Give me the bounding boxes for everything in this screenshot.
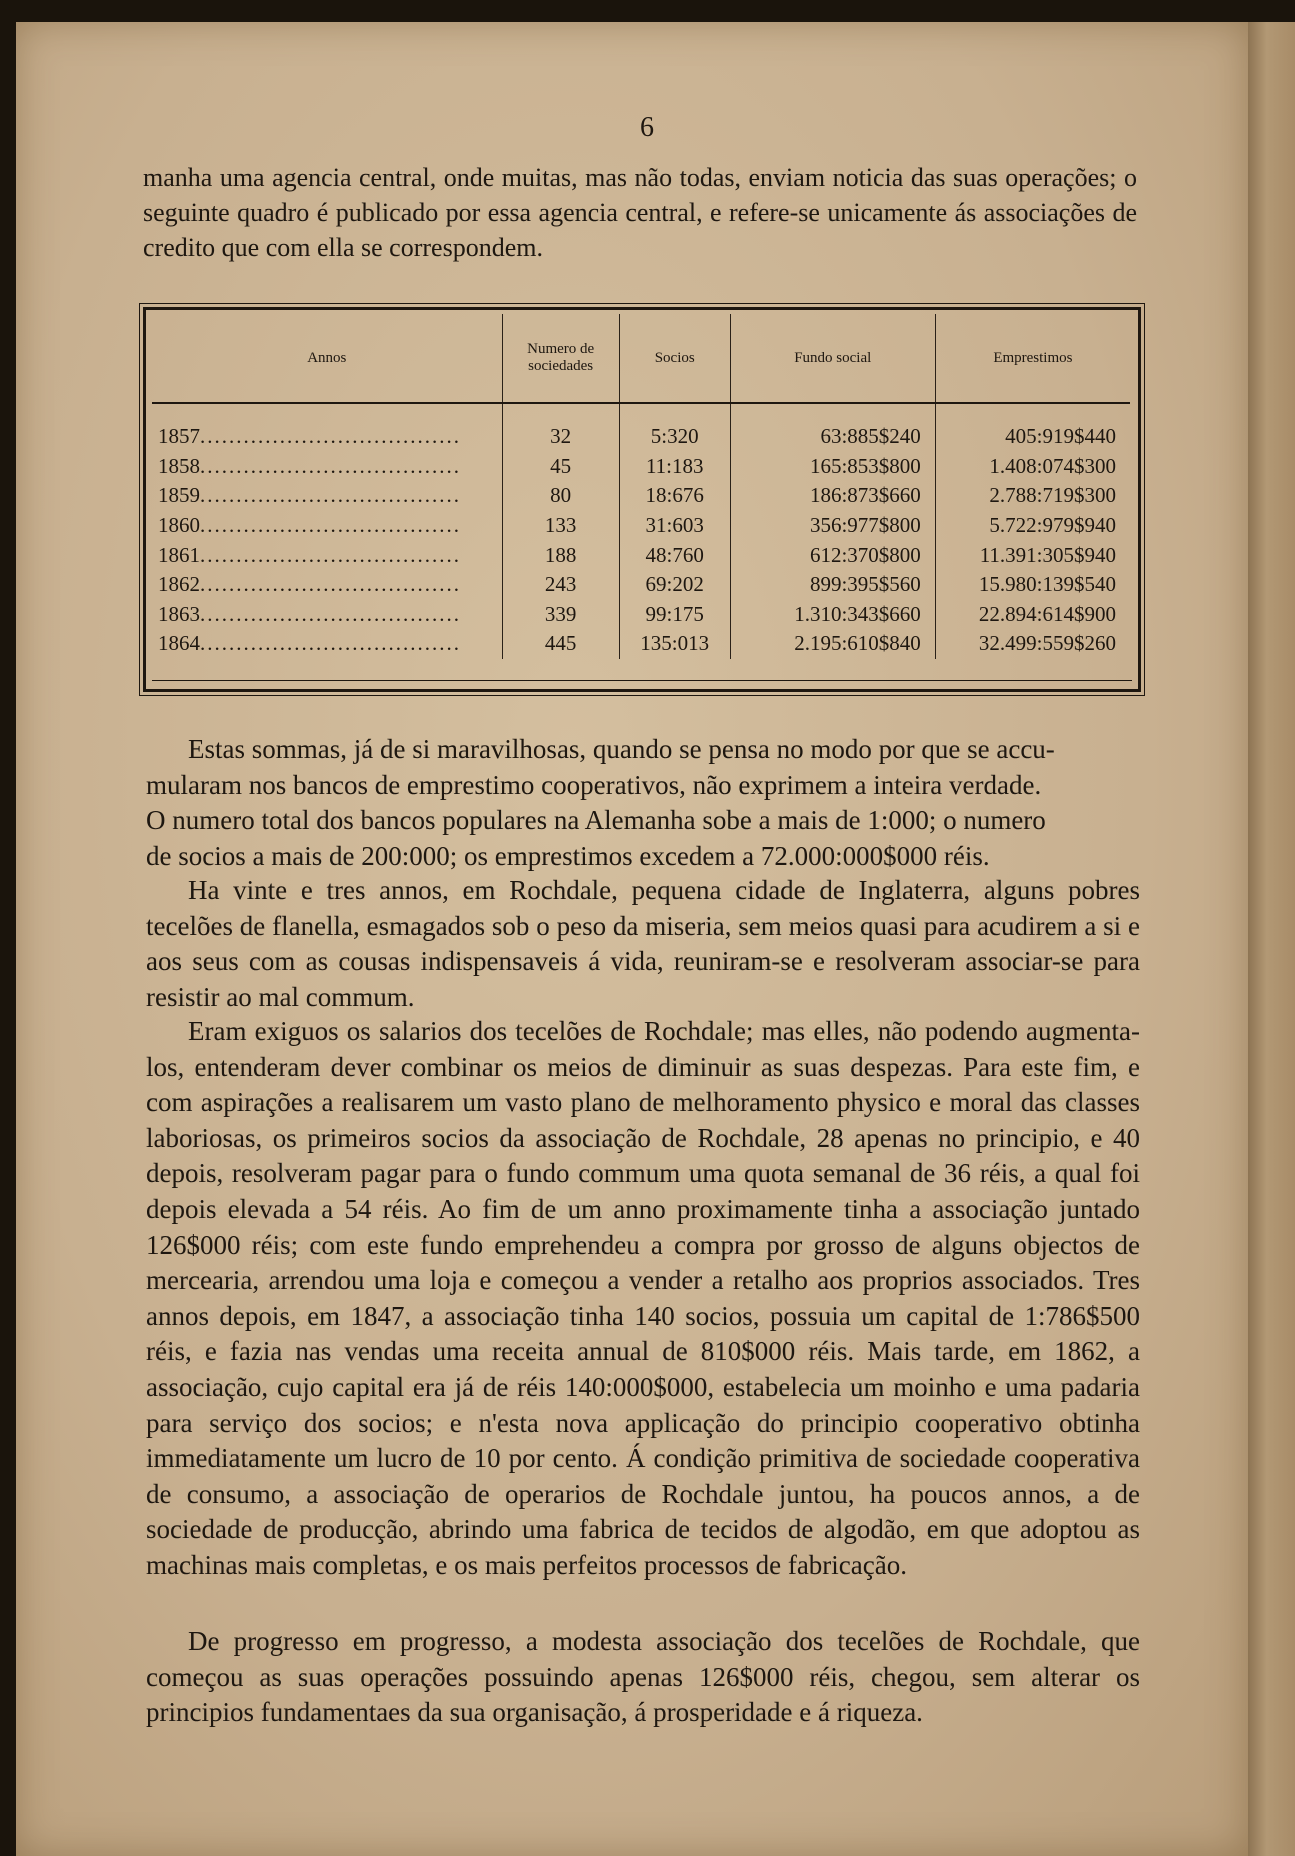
dot-leader [200,543,461,567]
fundo-cell: 186:873$660 [730,481,935,511]
table-row [152,570,1130,600]
numero-cell: 445 [502,629,619,659]
numero-cell: 32 [502,403,619,452]
year-label: 1859 [158,483,200,508]
statistics-table-frame [143,307,1141,692]
paragraph-progresso: De progresso em progresso, a modesta associação dos tecelões de Rochdale, que começou as suas operações possuindo apenas 126$000 réis, chegou, sem alterar os principios fundamentaes da sua organisação, á prosperidade e á riqueza. [146,1626,1140,1728]
emprestimos-cell: 15.980:139$540 [978,572,1116,597]
numero-cell: 45 [502,452,619,482]
socios-cell: 18:676 [619,481,730,511]
emprestimos-cell: 22.894:614$900 [978,601,1116,626]
year-label: 1861 [158,542,200,567]
header-annos: Annos [152,314,502,403]
fundo-cell: 612:370$800 [730,540,935,570]
year-cell [152,481,502,511]
emprestimos-cell: 11.391:305$940 [979,542,1116,567]
table-row [152,452,1130,482]
table-row [152,403,1130,452]
socios-cell: 31:603 [619,511,730,541]
fundo-cell: 356:977$800 [730,511,935,541]
emprestimos-cell: 405:919$440 [1005,424,1116,449]
fundo-cell: 2.195:610$840 [730,629,935,659]
dot-leader [200,631,461,655]
fundo-cell: 1.310:343$660 [730,600,935,630]
socios-cell: 135:013 [619,629,730,659]
numero-cell: 80 [502,481,619,511]
year-cell [152,452,502,482]
table-row [152,540,1130,570]
paragraph-line: de socios a mais de 200:000; os emprestimos excedem a 72.000:000$000 réis. [146,840,990,871]
table-bottom-rule [152,680,1132,681]
page-fold [1248,22,1295,1856]
year-label: 1863 [158,601,200,626]
statistics-table [152,314,1130,659]
year-label: 1857 [158,424,200,449]
paragraph-line: O numero total dos bancos populares na Alemanha sobe a mais de 1:000; o numero [146,805,1046,836]
year-cell [152,570,502,600]
dot-leader [200,602,461,626]
socios-cell: 48:760 [619,540,730,570]
fundo-cell: 165:853$800 [730,452,935,482]
dot-leader [200,483,461,507]
table-body [152,403,1130,659]
year-cell [152,511,502,541]
paragraph-line: Estas sommas, já de si maravilhosas, quando se pensa no modo por que se accu- [188,734,1055,764]
year-cell [152,629,502,659]
dot-leader [200,424,461,448]
paragraph-sommas [146,732,1140,874]
dot-leader [200,572,461,596]
header-fundo: Fundo social [730,314,935,403]
table-header-row [152,314,1130,403]
emprestimos-cell: 1.408:074$300 [989,453,1116,478]
socios-cell: 5:320 [619,403,730,452]
year-label: 1858 [158,453,200,478]
emprestimos-cell: 32.499:559$260 [978,631,1116,656]
table-row [152,481,1130,511]
year-cell [152,540,502,570]
table-row [152,600,1130,630]
emprestimos-cell: 2.788:719$300 [989,483,1116,508]
header-socios: Socios [619,314,730,403]
header-emprestimos: Emprestimos [993,349,1073,366]
dot-leader [200,513,461,537]
year-label: 1864 [158,631,200,656]
numero-cell: 133 [502,511,619,541]
fundo-cell: 63:885$240 [730,403,935,452]
dot-leader [200,454,461,478]
year-cell [152,403,502,452]
header-numero: Numero de sociedades [502,314,619,403]
socios-cell: 99:175 [619,600,730,630]
numero-cell: 339 [502,600,619,630]
paragraph-line: mularam nos bancos de emprestimo cooperativos, não exprimem a inteira verdade. [146,769,1042,800]
table-row [152,629,1130,659]
page-number: 6 [640,112,654,143]
table-row [152,511,1130,541]
socios-cell: 69:202 [619,570,730,600]
year-label: 1860 [158,513,200,538]
emprestimos-cell: 5.722:979$940 [989,513,1116,538]
socios-cell: 11:183 [619,452,730,482]
numero-cell: 243 [502,570,619,600]
year-cell [152,600,502,630]
paragraph-salarios: Eram exiguos os salarios dos tecelões de Rochdale; mas elles, não podendo augmenta-los, entenderam dever combinar os meios de diminuir as suas despezas. Para este fim, e com aspirações a realisarem um vasto plano de melhoramento physico e moral das classes laboriosas, os primeiros socios da associação de Rochdale, 28 apenas no principio, e 40 depois, resolveram pagar para o fundo commum uma quota semanal de 36 réis, a qual foi depois elevada a 54 réis. Ao fim de um anno proximamente tinha a associação juntado 126$000 réis; com este fundo emprehendeu a compra por grosso de alguns objectos de mercearia, arrendou uma loja e começou a vender a retalho aos proprios associados. Tres annos depois, em 1847, a associação tinha 140 socios, possuia um capital de 1:786$500 réis, e fazia nas vendas uma receita annual de 810$000 réis. Mais tarde, em 1862, a associação, cujo capital era já de réis 140:000$000, estabelecia um moinho e uma padaria para serviço dos socios; e n'esta nova applicação do principio cooperativo obtinha immediatamente um lucro de 10 por cento. Á condição primitiva de sociedade cooperativa de consumo, a associação de operarios de Rochdale juntou, ha poucos annos, a de sociedade de producção, abrindo uma fabrica de tecidos de algodão, em que adoptou as machinas mais completas, e os mais perfeitos processos de fabricação. [146,1016,1140,1580]
intro-paragraph: manha uma agencia central, onde muitas, mas não todas, enviam noticia das suas operações; o seguinte quadro é publicado por essa agencia central, e refere-se unicamente ás associações de credito que com ella se correspondem. [143,163,1137,262]
year-label: 1862 [158,572,200,597]
numero-cell: 188 [502,540,619,570]
paragraph-rochdale: Ha vinte e tres annos, em Rochdale, pequena cidade de Inglaterra, alguns pobres tecelões de flanella, esmagados sob o peso da miseria, sem meios quasi para acudirem a si e aos seus com as cousas indispensaveis á vida, reuniram-se e resolveram associar-se para resistir ao mal commum. [146,875,1140,1012]
fundo-cell: 899:395$560 [730,570,935,600]
